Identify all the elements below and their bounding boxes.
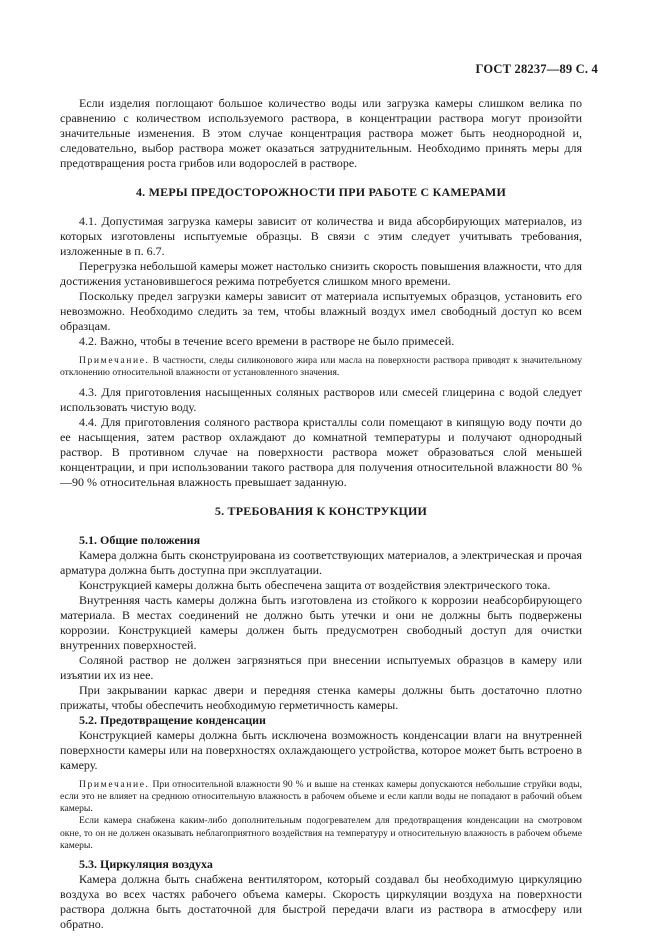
subsection-5-3-heading: 5.3. Циркуляция воздуха: [79, 857, 213, 872]
page-content: [60, 96, 582, 932]
paragraph-4-4: 4.4. Для приготовления соляного раствора кристаллы соли помещают в кипящую воду почти до ее насыщения, затем раствор охлаждают до комнатной температуры и получают однородный раствор. В противном случае на поверхности раствора может образоваться слой меньшей концентрации, и при использовании такого раствора для получения относительной влажности 80 % —90 % относительная влажность превышает заданную.: [60, 414, 582, 489]
note-label: Примечание.: [79, 355, 150, 366]
subsection-5-2-heading: 5.2. Предотвращение конденсации: [79, 712, 266, 727]
paragraph-5-1e: При закрывании каркас двери и передняя стенка камеры должны быть достаточно плотно прижаты, чтобы обеспечить необходимую герметичность камеры.: [60, 682, 582, 712]
paragraph-5-3: Камера должна быть снабжена вентилятором, который создавал бы необходимую циркуляцию воздуха во всех частях рабочего объема камеры. Скорость циркуляции воздуха на поверхности раствора должна быть достаточной для быстрой передачи влаги из раствора в атмосферу или обратно.: [60, 872, 582, 932]
paragraph-5-1a: Камера должна быть сконструирована из соответствующих материалов, а электрическая и прочая арматура должна быть доступна при эксплуатации.: [60, 547, 582, 577]
note-4-2: [60, 355, 582, 380]
section-5-heading: 5. ТРЕБОВАНИЯ К КОНСТРУКЦИИ: [214, 503, 428, 518]
paragraph-4-1: 4.1. Допустимая загрузка камеры зависит от количества и вида абсорбирующих материалов, из которых изготовлены испытуемые образцы. В связи с этим следует учитывать требования, изложенные в п. 6.7.: [60, 214, 582, 258]
paragraph-4-2: 4.2. Важно, чтобы в течение всего времени в растворе не было примесей.: [79, 334, 455, 348]
page-header: ГОСТ 28237—89 С. 4: [475, 62, 598, 76]
paragraph-4-1c: Поскольку предел загрузки камеры зависит от материала испытуемых образцов, установить его невозможно. Необходимо следить за тем, чтобы влажный воздух имел свободный доступ ко всем образцам.: [60, 289, 582, 333]
note-5-2: [60, 779, 582, 816]
subsection-5-1-heading: 5.1. Общие положения: [79, 532, 201, 547]
paragraph-5-1b: Конструкцией камеры должна быть обеспечена защита от воздействия электрического тока.: [79, 577, 551, 592]
section-4-heading: 4. МЕРЫ ПРЕДОСТОРОЖНОСТИ ПРИ РАБОТЕ С КАМЕРАМИ: [135, 185, 506, 199]
paragraph-5-1c: Внутренняя часть камеры должна быть изготовлена из стойкого к коррозии неабсорбирующего материала. В местах соединений не должно быть утечки и они не должны быть подвержены коррозии. Конструкцией камеры должен быть предусмотрен свободный доступ для очистки внутренних поверхностей.: [60, 592, 582, 652]
note-5-2-continued: Если камера снабжена каким-либо дополнительным подогревателем для предотвращения конденсации на смотровом окне, то он не должен оказывать неблагоприятного воздействия на температуру и относительную влажность в рабочем объеме камеры.: [60, 815, 582, 852]
paragraph-4-1b: Перегрузка небольшой камеры может настолько снизить скорость повышения влажности, что для достижения установившегося режима потребуется слишком много времени.: [60, 259, 582, 288]
note-label: Примечание.: [79, 778, 150, 790]
paragraph-5-1d: Соляной раствор не должен загрязняться при внесении испытуемых образцов в камеру или изъятии их из нее.: [60, 652, 582, 682]
note-text: В частности, следы силиконового жира или масла на поверхности раствора приводят к значительному отклонению относительной влажности от установленного значения.: [60, 355, 582, 379]
note-text: При относительной влажности 90 % и выше на стенках камеры допускаются небольшие струйки воды, если это не влияет на среднюю относительную влажность в рабочем объеме и если капли воды не попадают в рабочий объем камеры.: [60, 778, 582, 815]
paragraph-4-3: 4.3. Для приготовления насыщенных соляных растворов или смесей глицерина с водой следует использовать чистую воду.: [60, 384, 582, 414]
paragraph-5-2: Конструкцией камеры должна быть исключена возможность конденсации влаги на внутренней поверхности камеры или на поверхностях охлаждающего устройства, которое может быть встроено в камеру.: [60, 727, 582, 772]
intro-paragraph: Если изделия поглощают большое количество воды или загрузка камеры слишком велика по сравнению с количеством используемого раствора, в концентрации раствора могут произойти значительные изменения. В этом случае концентрация раствора может быть неоднородной и, следовательно, выбор раствора может оказаться затруднительным. Необходимо принять меры для предотвращения роста грибов или водорослей в растворе.: [60, 96, 582, 170]
